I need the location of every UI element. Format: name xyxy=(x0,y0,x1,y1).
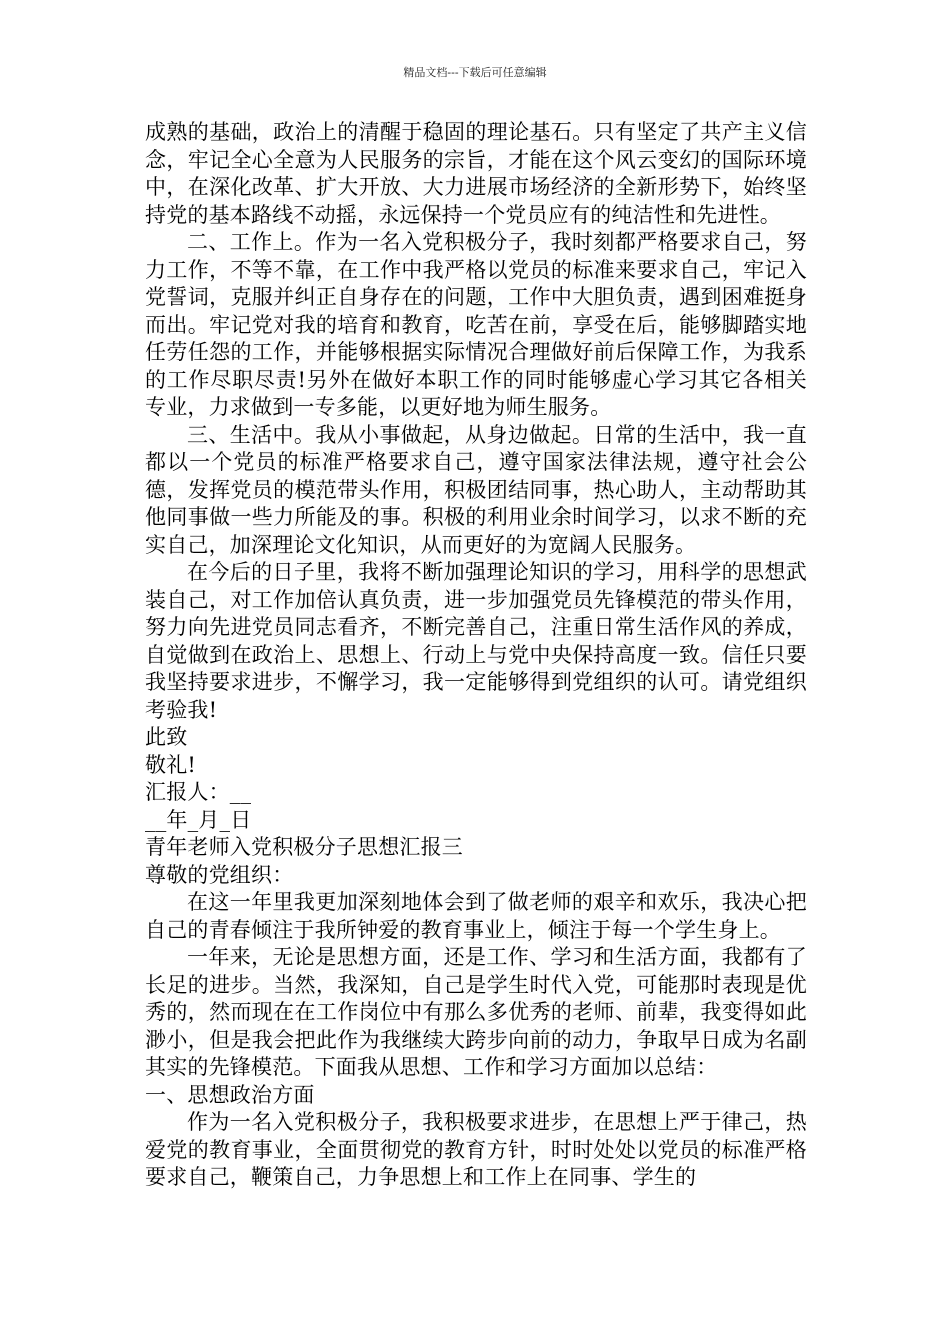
paragraph-political: 作为一名入党积极分子，我积极要求进步，在思想上严于律己，热爱党的教育事业，全面贯彻党的教育方针，时时处处以党员的标准严格要求自己，鞭策自己，力争思想上和工作上在同事、学生的 xyxy=(145,1110,807,1189)
paragraph-future: 在今后的日子里，我将不断加强理论知识的学习，用科学的思想武装自己，对工作加倍认真负责，进一步加强党员先锋模范的带头作用，努力向先进党员同志看齐，不断完善自己，注重日常生活作风的养成，自觉做到在政治上、思想上、行动上与党中央保持高度一致。信任只要我坚持要求进步，不懈学习，我一定能够得到党组织的认可。请党组织考验我! xyxy=(145,560,807,722)
greeting: 尊敬的党组织： xyxy=(145,862,294,887)
paragraph-intro: 在这一年里我更加深刻地体会到了做老师的艰辛和欢乐，我决心把自己的青春倾注于我所钟爱的教育事业上，倾注于每一个学生身上。 xyxy=(145,890,807,942)
paragraph-summary: 一年来，无论是思想方面，还是工作、学习和生活方面，我都有了长足的进步。当然，我深知，自己是学生时代入党，可能那时表现是优秀的，然而现在在工作岗位中有那么多优秀的老师、前辈，我变得如此渺小，但是我会把此作为我继续大跨步向前的动力，争取早日成为名副其实的先锋模范。下面我从思想、工作和学习方面加以总结： xyxy=(145,945,807,1079)
document-body xyxy=(145,119,807,1192)
date-line: __年_月_日 xyxy=(145,807,252,832)
paragraph-work: 二、工作上。作为一名入党积极分子，我时刻都严格要求自己，努力工作，不等不靠，在工作中我严格以党员的标准来要求自己，牢记入党誓词，克服并纠正自身存在的问题，工作中大胆负责，遇到困难挺身而出。牢记党对我的培育和教育，吃苦在前，享受在后，能够脚踏实地任劳任怨的工作，并能够根据实际情况合理做好前后保障工作，为我系的工作尽职尽责!另外在做好本职工作的同时能够虚心学习其它各相关专业，力求做到一专多能，以更好地为师生服务。 xyxy=(145,230,807,419)
page-header: 精品文档---下载后可任意编辑 xyxy=(403,66,547,79)
paragraph-continuation: 成熟的基础，政治上的清醒于稳固的理论基石。只有坚定了共产主义信念，牢记全心全意为人民服务的宗旨，才能在这个风云变幻的国际环境中，在深化改革、扩大开放、大力进展市场经济的全新形势下，始终坚持党的基本路线不动摇，永远保持一个党员应有的纯洁性和先进性。 xyxy=(145,120,807,227)
reporter-line: 汇报人：__ xyxy=(145,780,252,804)
closing-salutation: 此致 xyxy=(145,725,188,749)
closing-regards: 敬礼! xyxy=(145,752,197,777)
paragraph-life: 三、生活中。我从小事做起，从身边做起。日常的生活中，我一直都以一个党员的标准严格要求自己，遵守国家法律法规，遵守社会公德，发挥党员的模范带头作用，积极团结同事，热心助人，主动帮助其他同事做一些力所能及的事。积极的利用业余时间学习，以求不断的充实自己，加深理论文化知识，从而更好的为宽阔人民服务。 xyxy=(145,422,807,557)
section-title: 青年老师入党积极分子思想汇报三 xyxy=(145,835,463,859)
subheading-political: 一、思想政治方面 xyxy=(145,1082,315,1107)
